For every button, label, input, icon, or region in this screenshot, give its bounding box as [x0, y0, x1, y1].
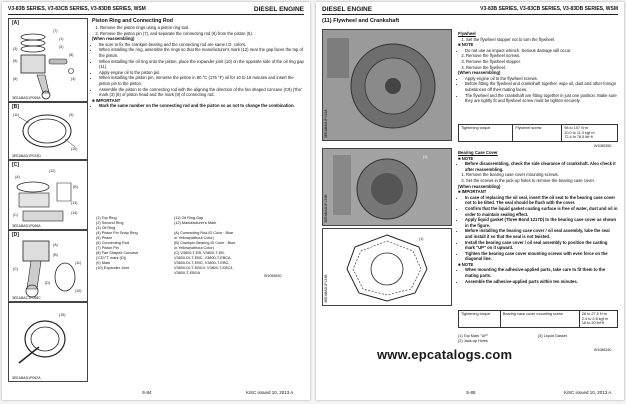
snap-ring-drawing — [9, 303, 87, 381]
callout-1: (1) — [423, 155, 428, 159]
torque-values: 26 to 27.5 N·m 2.4 to 2.8 kgf·m 18 to 20 lbf·ft — [579, 311, 617, 328]
callout-c: (C) — [13, 267, 18, 271]
legend-item: (9) Mark — [96, 261, 111, 265]
figure-code: 3EEABAD1P065A — [12, 96, 41, 100]
ref-code: W1085350 — [594, 144, 612, 148]
figure-piston-rod-alignment — [8, 230, 88, 302]
gasket-pattern-drawing — [323, 229, 451, 305]
important-item: • Before installing the bearing case cover / oil seal assembly, lube the seal and install it so that the seal is not twisted. — [465, 228, 618, 239]
page-number: S-85 — [466, 390, 476, 395]
legend-item: (2) Second Ring — [96, 221, 124, 225]
left-page — [2, 2, 310, 400]
callout-a: (A) — [53, 243, 58, 247]
reassembling-item: • Before fitting the flywheel and crankshaft together, wipe oil, dust and other foreign substances off their mating faces. — [465, 81, 618, 92]
bearing-case-section — [458, 150, 618, 284]
important-item: • Confirm that the liquid gasket coating surface is free of water, dust and oil in order to maintain sealing effect. — [465, 206, 618, 217]
callout-a: (A) — [15, 175, 20, 179]
legend-item: (A) Connecting Rod ID Color : Blue — [174, 231, 234, 235]
flywheel-photo — [323, 30, 451, 140]
important-item: • Tighten the bearing case cover mounting screws with even force on the diagonal line. — [465, 251, 618, 262]
note-item: • Assemble the adhesive-applied parts within ten minutes. — [465, 279, 618, 285]
flywheel-steps-cont — [458, 53, 618, 70]
torque-label: Tightening torque — [459, 125, 513, 142]
legend-item: V3800-DI-T-EBC, V3800-T-EBCA, — [174, 256, 232, 260]
note-label: ■ NOTE — [458, 42, 474, 48]
important-item: • Apply liquid gasket (Three Bond 1217D) to the bearing case cover as shown in the figure. — [465, 217, 618, 228]
callout-b: (B) — [73, 185, 78, 189]
when-reassembling: (When reassembling) — [458, 183, 501, 189]
bearing-case-title: Bearing Case Cover — [458, 150, 498, 155]
torque-values: 98 to 107 N·m 10.0 to 11.0 kgf·m 72.4 to 78.5 lbf·ft — [562, 125, 618, 142]
figure-code: 3EEABAD1P033D — [12, 154, 41, 158]
step: 2. Remove the flywheel screws. — [466, 53, 618, 59]
torque-item: Bearing case cover mounting screw — [500, 311, 579, 328]
legend-item: (7) Piston Pin — [96, 246, 119, 250]
note-item: • Do not use an impact wrench. Serious damage will occur. — [465, 48, 618, 54]
issue-info: KiSC issued 10, 2013 A — [564, 390, 612, 395]
note-item: • Before disassembling, check the side clearance of crankshaft. Also check it after reassembling. — [465, 161, 618, 172]
reassembling-item: • Apply engine oil to the piston pin. — [99, 70, 304, 76]
important-list — [458, 195, 618, 262]
ring-marks-drawing — [9, 161, 87, 229]
figure-code: 3EEABAD1P066A — [12, 224, 41, 228]
note-label: ■ NOTE — [458, 155, 474, 161]
torque-label: Tightening torque — [459, 311, 501, 328]
note-item: • When mounting the adhesive-applied parts, take care to fit them to the mating parts. — [465, 267, 618, 278]
callout-1: (1) — [419, 237, 424, 241]
legend-item: V3800-T-EBGA — [174, 271, 201, 275]
callout-10: (10) — [71, 147, 78, 151]
legend-item: (6) Connecting Rod — [96, 241, 129, 245]
important-list — [92, 103, 304, 109]
figure-label: [B] — [12, 104, 19, 110]
important-item: • Mark the same number on the connecting rod and the piston so as not to change the combination. — [99, 103, 304, 109]
header-section: DIESEL ENGINE — [322, 6, 373, 13]
bearing-case-steps — [458, 172, 618, 183]
removal-steps — [92, 25, 304, 36]
reassembling-item: • When installing the ring, assemble the rings so that the manufacturer's mark (12) near the gap faces the top of the piston. — [99, 47, 304, 58]
callout-11: (11) — [13, 113, 20, 117]
page-number: S-84 — [142, 390, 152, 395]
reassembling-item: • When installing the piston pin, immerse the piston in 80 °C (176 °F) oil for 10 to 15 minutes and insert the piston pin to the piston. — [99, 75, 304, 86]
when-reassembling: (When reassembling) — [458, 70, 501, 76]
ref-code: W1059830 — [264, 274, 282, 278]
watermark-link[interactable]: www.epcatalogs.com — [377, 347, 513, 362]
callout-11: (11) — [75, 261, 82, 265]
legend-item: (3) Oil Ring — [96, 226, 116, 230]
left-page-header — [8, 5, 304, 15]
figure-flywheel — [322, 29, 452, 141]
piston-ring-section — [92, 18, 304, 109]
callout-d: (D) — [45, 281, 50, 285]
callout-b: (B) — [53, 253, 58, 257]
section-title: (11) Flywheel and Crankshaft — [322, 18, 400, 24]
legend-item: (5) Piston — [96, 236, 113, 240]
piston-exploded-drawing — [9, 19, 87, 101]
callout-5: (5) — [13, 59, 18, 63]
legend-item: or Yellow(without Color) — [174, 236, 214, 240]
parts-legend — [96, 216, 296, 276]
callout-c: (C) — [13, 213, 18, 217]
legend-item: (C) V3800-T-EB, V3800-T-EB, — [174, 251, 225, 255]
issue-info: KiSC issued 10, 2013 A — [246, 390, 294, 395]
flywheel-section — [458, 31, 618, 104]
step: 2. Set the screws in the jack-up holes to remove the bearing case cover. — [466, 178, 618, 184]
legend-item: (B) Crankpin Bearing ID Color : Blue — [174, 241, 236, 245]
callout-6: (6) — [13, 77, 18, 81]
header-section: DIESEL ENGINE — [253, 6, 304, 13]
figure-piston-exploded — [8, 18, 88, 102]
important-item: • In case of replacing the oil seal, insert the oil seal to the bearing case cover not to be tilted. The seal should be flush with the cover. — [465, 195, 618, 206]
callout-7: (7) — [53, 29, 58, 33]
reassembling-item: • When installing the oil ring onto the piston, place the expander joint (10) on the opposite side of the oil ring gap (11). — [99, 59, 304, 70]
figure-label: [D] — [12, 232, 19, 238]
flywheel-title: Flywheel — [458, 31, 476, 36]
note2-list — [458, 267, 618, 284]
callout-9: (9) — [69, 113, 74, 117]
figure-label: [A] — [12, 20, 19, 26]
legend-item: or Yellow(without Color) — [174, 246, 214, 250]
callout-13: (13) — [71, 201, 78, 205]
figure-label: [C] — [12, 162, 19, 168]
figure-code: 3EEABAC1P068C — [12, 296, 41, 300]
flywheel-torque-table — [458, 124, 618, 142]
section-title: Piston Ring and Connecting Rod — [92, 18, 173, 24]
legend-item: (8) Fan Shaped Concave — [96, 251, 139, 255]
callout-4: (4) — [71, 77, 76, 81]
note2-label: ■ NOTE — [458, 261, 474, 267]
note-list — [458, 161, 618, 172]
important-label: ■ IMPORTANT — [92, 97, 121, 103]
legend-item: (1) Top Ring — [96, 216, 117, 220]
figure-code: 3EEABAD1P134B — [324, 274, 328, 303]
callout-2: (2) — [59, 45, 64, 49]
ref-code: W1086340 — [594, 348, 612, 352]
legend-item: (11) Oil Ring Gap — [174, 216, 204, 220]
right-page-header — [322, 5, 618, 15]
legend-item: V3800-DI-T-EBG4, V3800-T-EBC4, — [174, 266, 234, 270]
figure-oil-ring — [8, 102, 88, 160]
header-series: V3-83B SERIES, V3-83CB SERIES, V3-83DB SERIES, WSM — [480, 6, 618, 12]
reassembling-item: • Apply engine oil to the flywheel screws. — [465, 76, 618, 82]
callout-14: (14) — [71, 211, 78, 215]
reassembling-list — [92, 42, 304, 98]
figure-code: 3EEABAD1P062A — [12, 376, 41, 380]
figure-code: 3EEABAD1P132A — [324, 109, 328, 138]
legend-item: (4) Piston Pin Snap Ring — [96, 231, 138, 235]
important-label: ■ IMPORTANT — [458, 189, 487, 195]
header-series: V3-83B SERIES, V3-83CB SERIES, V3-83DB SERIES, WSM — [8, 6, 146, 12]
figure-bearing-case — [322, 148, 452, 226]
right-page — [316, 2, 624, 400]
figure-snap-ring — [8, 302, 88, 382]
bearing-case-torque-table — [458, 310, 618, 328]
legend-item — [96, 271, 174, 276]
figure-ring-marks — [8, 160, 88, 230]
callout-12: (12) — [49, 169, 56, 173]
step: 2. Remove the piston pin (7), and separate the connecting rod (6) from the piston (5). — [100, 31, 304, 37]
legend-item: ('CD'/'T' mark (D)) — [96, 256, 127, 260]
callout-15: (15) — [59, 313, 66, 317]
step: 3. Remove the flywheel stopper. — [466, 59, 618, 65]
step: 1. Remove the piston rings using a piston ring tool. — [100, 25, 304, 31]
legend-item: (2) Jack-up Holes — [458, 339, 488, 343]
bearing-case-photo — [323, 149, 451, 225]
legend-item: (12) Manufacturer's Mark — [174, 221, 217, 225]
reassembling-item: • Assemble the piston to the connecting rod with the aligning the direction of the fan shaped concave (C9) ('the' mark (3) (6) of piston head and the mark (8) of connecting rod. — [99, 87, 304, 98]
step: 4. Remove the flywheel. — [466, 65, 618, 71]
legend-item: (3) Liquid Gasket — [538, 334, 567, 338]
reassembling-item: • Be sure to fix the crankpin bearing and the connecting rod are same I.D. colors. — [99, 42, 304, 48]
figure-code: 3EEABAD1P133B — [324, 194, 328, 223]
reassembling-item: • The flywheel and the crankshaft are fitting together in just one position. Make sure they are tightly fit and flywheel screw must be tighten securely. — [465, 93, 618, 104]
reassembling-list — [458, 76, 618, 104]
bearing-case-legend — [458, 334, 618, 344]
callout-3: (3) — [13, 47, 18, 51]
callout-1: (1) — [59, 37, 64, 41]
figure-gasket-pattern — [322, 228, 452, 306]
legend-item: (1) Top Mark "UP" — [458, 334, 489, 338]
callout-10: (10) — [75, 289, 82, 293]
callout-8: (8) — [69, 53, 74, 57]
torque-item: Flywheel screw — [513, 125, 562, 142]
when-reassembling: (When reassembling) — [92, 36, 135, 42]
step: 1. Set the flywheel stopper not to turn the flywheel. — [466, 37, 618, 43]
important-item: • Install the bearing case cover / oil seal assembly to position the casting mark "UP" on it upward. — [465, 240, 618, 251]
legend-item: (10) Expander Joint — [96, 266, 130, 270]
legend-item: V3800-DI-T-EBG, V3800-T-EBG, — [174, 261, 230, 265]
step: 1. Remove the bearing case cover mounting screws. — [466, 172, 618, 178]
